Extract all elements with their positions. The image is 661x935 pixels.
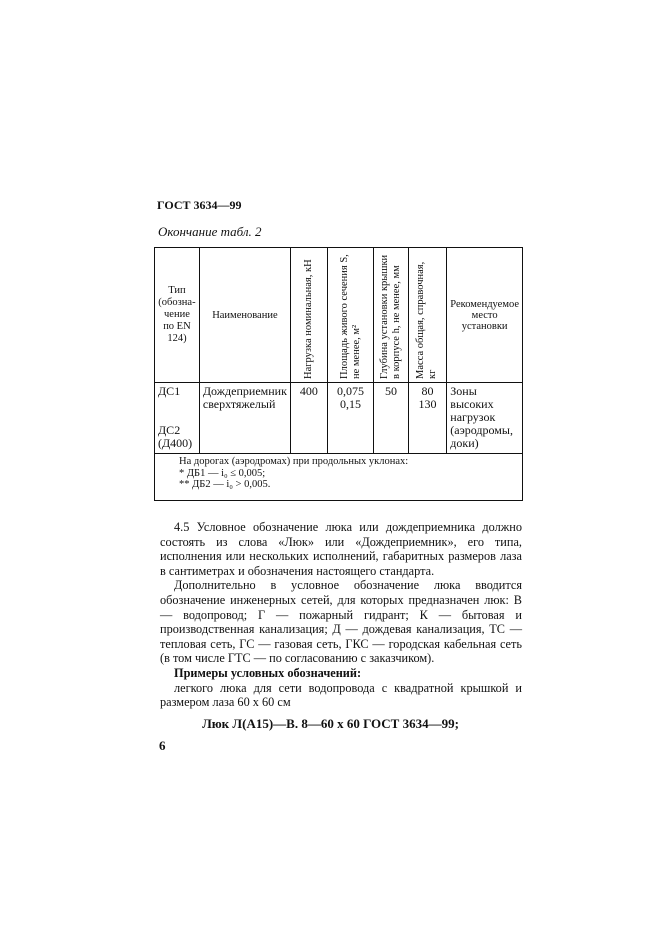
- col-header-area: Площадь живого сечения S, не менее, м²: [338, 254, 362, 379]
- designation-example: Люк Л(А15)—В. 8—60 х 60 ГОСТ 3634—99;: [202, 716, 459, 731]
- cell-depth: 50: [374, 383, 408, 454]
- cell-area: 0,075 0,15: [327, 383, 374, 454]
- document-header: ГОСТ 3634—99: [157, 198, 242, 212]
- col-header-type: Тип (обозна-чение по EN 124): [155, 248, 200, 383]
- cell-load: 400: [290, 383, 327, 454]
- col-header-name: Наименование: [199, 248, 290, 383]
- cell-mass: 80 130: [408, 383, 447, 454]
- cell-name: Дождеприемник сверхтяжелый: [199, 383, 290, 454]
- col-header-mass: Масса общая, справочная, кг: [415, 261, 439, 379]
- col-header-load: Нагрузка номинальная, кН: [302, 259, 314, 379]
- footnote-line: * ДБ1 — i₀ ≤ 0,005;: [179, 467, 266, 479]
- table-footnote: [155, 454, 523, 501]
- cell-type-2: ДС2 (Д400): [158, 423, 193, 450]
- footnote-line: На дорогах (аэродромах) при продольных уклонах:: [179, 456, 409, 467]
- cell-place: Зоны высоких нагрузок (аэродромы, доки): [447, 383, 523, 454]
- table-caption: Окончание табл. 2: [158, 224, 262, 239]
- paragraph-4-5: 4.5 Условное обозначение люка или дождеприемника должно состоять из слова «Люк» или «Дождеприемник», его типа, исполнения или нескольких исполнений, габаритных размеров лаза в сантиметрах и обозначения настоящего стандарта.: [160, 520, 522, 578]
- col-header-place: Рекомендуемое место установки: [447, 248, 523, 383]
- page-number: 6: [159, 738, 166, 753]
- table-row: [155, 383, 523, 454]
- table-2: [154, 247, 523, 501]
- paragraph-networks: Дополнительно в условное обозначение люка вводится обозначение инженерных сетей, для которых предназначен люк: В — водопровод; Г — пожарный гидрант; К — бытовая и производственная канализация; Д — дождевая канализация, ТС — тепловая сеть, ГС — газовая сеть, ГКС — городская кабельная сеть (в том числе ГТС — по согласованию с заказчиком).: [160, 578, 522, 666]
- footnote-line: ** ДБ2 — i₀ > 0,005.: [179, 479, 271, 490]
- col-header-depth: Глубина установки крышки в корпусе h, не менее, мм: [379, 254, 402, 379]
- cell-type-1: ДС1: [158, 384, 181, 398]
- example-text: легкого люка для сети водопровода с квадратной крышкой и размером лаза 60 х 60 см: [160, 680, 522, 710]
- examples-heading: Примеры условных обозначений:: [174, 665, 362, 680]
- body-text: [160, 520, 522, 710]
